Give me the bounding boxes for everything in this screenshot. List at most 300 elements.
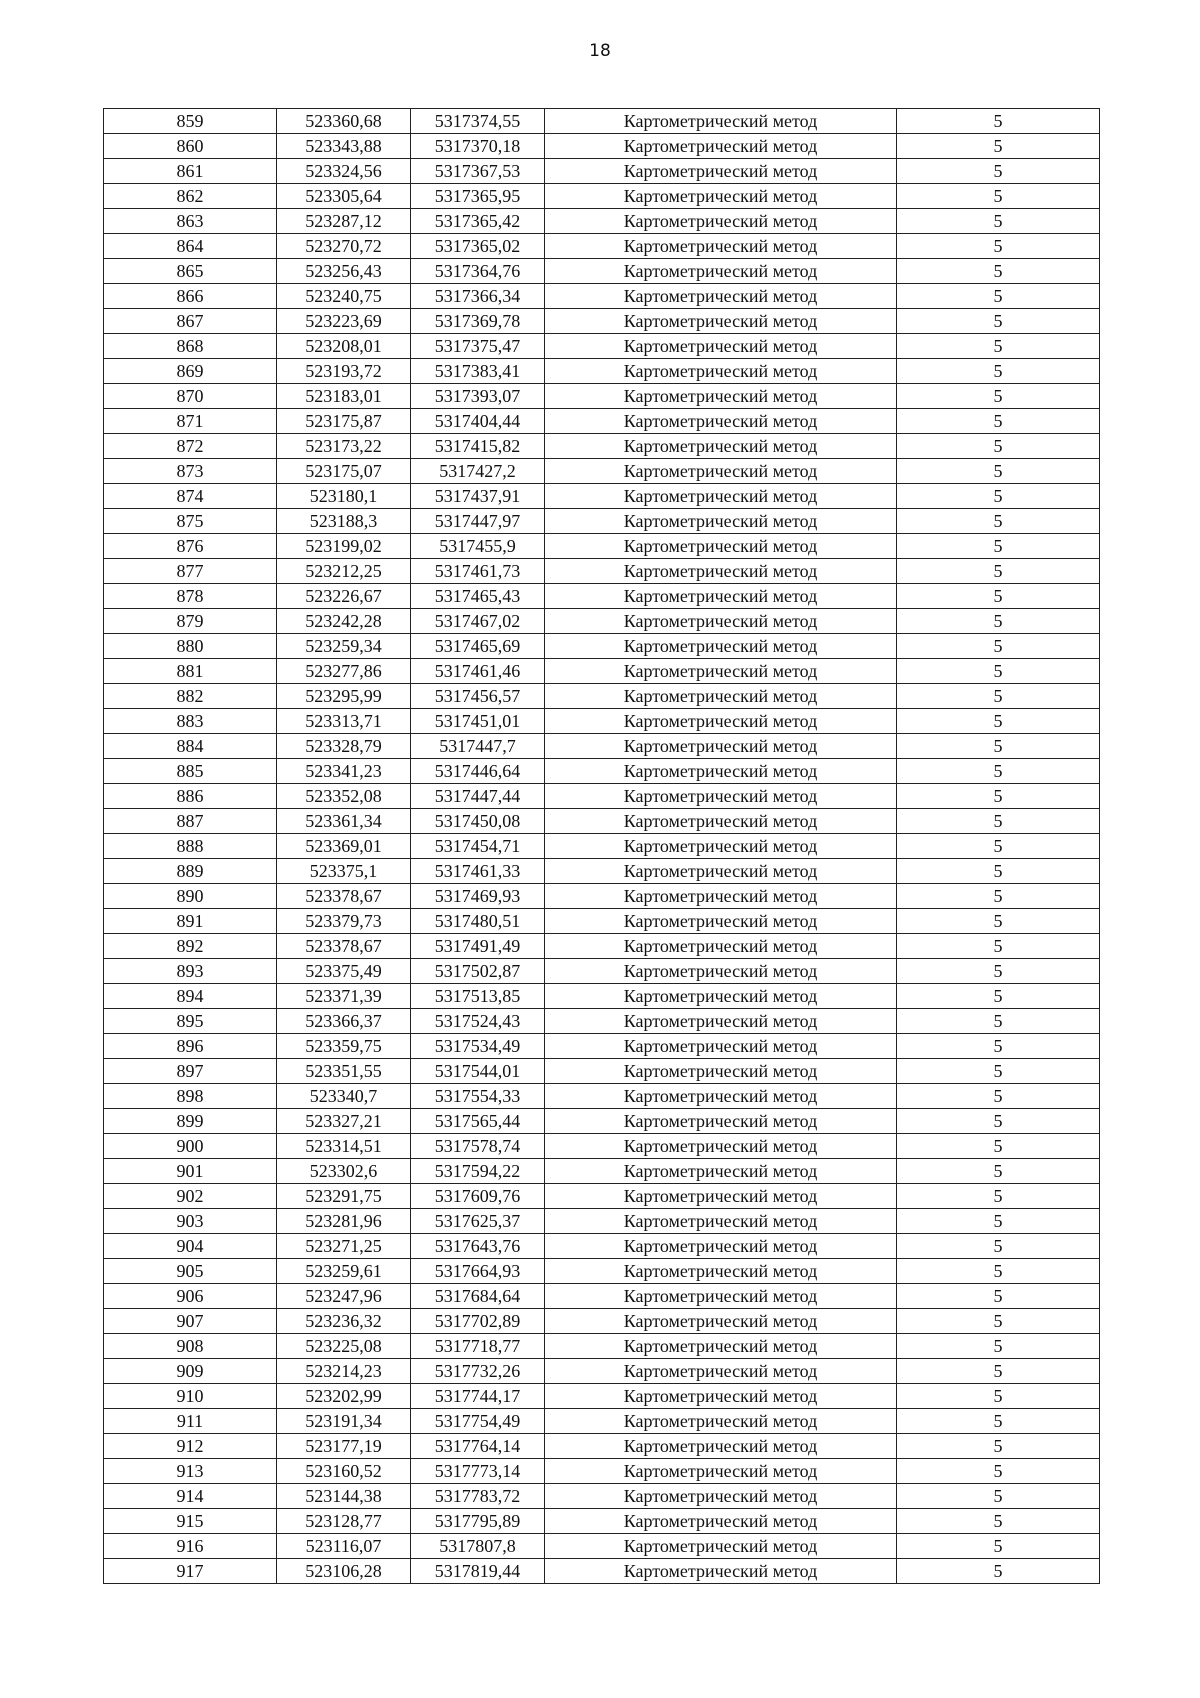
x-coordinate-cell: 523128,77 [277, 1509, 411, 1534]
y-coordinate-cell: 5317754,49 [411, 1409, 545, 1434]
x-coordinate-cell: 523328,79 [277, 734, 411, 759]
x-coordinate-cell: 523175,87 [277, 409, 411, 434]
accuracy-cell: 5 [897, 559, 1100, 584]
point-number-cell: 899 [104, 1109, 277, 1134]
table-row [104, 1109, 1100, 1134]
point-number-cell: 914 [104, 1484, 277, 1509]
point-number-cell: 916 [104, 1534, 277, 1559]
x-coordinate-cell: 523175,07 [277, 459, 411, 484]
x-coordinate-cell: 523379,73 [277, 909, 411, 934]
point-number-cell: 891 [104, 909, 277, 934]
y-coordinate-cell: 5317365,42 [411, 209, 545, 234]
x-coordinate-cell: 523242,28 [277, 609, 411, 634]
point-number-cell: 896 [104, 1034, 277, 1059]
accuracy-cell: 5 [897, 109, 1100, 134]
y-coordinate-cell: 5317461,33 [411, 859, 545, 884]
method-cell: Картометрический метод [545, 1184, 897, 1209]
x-coordinate-cell: 523259,34 [277, 634, 411, 659]
y-coordinate-cell: 5317454,71 [411, 834, 545, 859]
table-row [104, 259, 1100, 284]
accuracy-cell: 5 [897, 1434, 1100, 1459]
x-coordinate-cell: 523116,07 [277, 1534, 411, 1559]
method-cell: Картометрический метод [545, 134, 897, 159]
y-coordinate-cell: 5317502,87 [411, 959, 545, 984]
table-row [104, 534, 1100, 559]
x-coordinate-cell: 523180,1 [277, 484, 411, 509]
table-row [104, 1234, 1100, 1259]
accuracy-cell: 5 [897, 434, 1100, 459]
accuracy-cell: 5 [897, 884, 1100, 909]
x-coordinate-cell: 523191,34 [277, 1409, 411, 1434]
y-coordinate-cell: 5317375,47 [411, 334, 545, 359]
x-coordinate-cell: 523324,56 [277, 159, 411, 184]
method-cell: Картометрический метод [545, 709, 897, 734]
method-cell: Картометрический метод [545, 359, 897, 384]
x-coordinate-cell: 523173,22 [277, 434, 411, 459]
accuracy-cell: 5 [897, 284, 1100, 309]
method-cell: Картометрический метод [545, 784, 897, 809]
x-coordinate-cell: 523375,49 [277, 959, 411, 984]
method-cell: Картометрический метод [545, 459, 897, 484]
point-number-cell: 901 [104, 1159, 277, 1184]
accuracy-cell: 5 [897, 509, 1100, 534]
x-coordinate-cell: 523160,52 [277, 1459, 411, 1484]
point-number-cell: 885 [104, 759, 277, 784]
table-row [104, 1309, 1100, 1334]
point-number-cell: 911 [104, 1409, 277, 1434]
table-row [104, 909, 1100, 934]
point-number-cell: 872 [104, 434, 277, 459]
table-row [104, 509, 1100, 534]
accuracy-cell: 5 [897, 1034, 1100, 1059]
table-row [104, 1434, 1100, 1459]
x-coordinate-cell: 523313,71 [277, 709, 411, 734]
y-coordinate-cell: 5317819,44 [411, 1559, 545, 1584]
y-coordinate-cell: 5317367,53 [411, 159, 545, 184]
x-coordinate-cell: 523295,99 [277, 684, 411, 709]
method-cell: Картометрический метод [545, 259, 897, 284]
y-coordinate-cell: 5317374,55 [411, 109, 545, 134]
accuracy-cell: 5 [897, 334, 1100, 359]
y-coordinate-cell: 5317461,46 [411, 659, 545, 684]
table-row [104, 209, 1100, 234]
table-row [104, 1409, 1100, 1434]
point-number-cell: 869 [104, 359, 277, 384]
y-coordinate-cell: 5317554,33 [411, 1084, 545, 1109]
x-coordinate-cell: 523223,69 [277, 309, 411, 334]
y-coordinate-cell: 5317455,9 [411, 534, 545, 559]
accuracy-cell: 5 [897, 809, 1100, 834]
accuracy-cell: 5 [897, 484, 1100, 509]
table-row [104, 459, 1100, 484]
point-number-cell: 917 [104, 1559, 277, 1584]
y-coordinate-cell: 5317609,76 [411, 1184, 545, 1209]
method-cell: Картометрический метод [545, 834, 897, 859]
y-coordinate-cell: 5317718,77 [411, 1334, 545, 1359]
accuracy-cell: 5 [897, 1259, 1100, 1284]
point-number-cell: 881 [104, 659, 277, 684]
x-coordinate-cell: 523199,02 [277, 534, 411, 559]
x-coordinate-cell: 523106,28 [277, 1559, 411, 1584]
table-row [104, 384, 1100, 409]
point-number-cell: 865 [104, 259, 277, 284]
table-row [104, 184, 1100, 209]
x-coordinate-cell: 523366,37 [277, 1009, 411, 1034]
method-cell: Картометрический метод [545, 1234, 897, 1259]
accuracy-cell: 5 [897, 1284, 1100, 1309]
table-row [104, 784, 1100, 809]
method-cell: Картометрический метод [545, 1134, 897, 1159]
point-number-cell: 904 [104, 1234, 277, 1259]
x-coordinate-cell: 523302,6 [277, 1159, 411, 1184]
accuracy-cell: 5 [897, 1359, 1100, 1384]
y-coordinate-cell: 5317491,49 [411, 934, 545, 959]
accuracy-cell: 5 [897, 259, 1100, 284]
y-coordinate-cell: 5317544,01 [411, 1059, 545, 1084]
table-row [104, 1459, 1100, 1484]
table-row [104, 584, 1100, 609]
accuracy-cell: 5 [897, 634, 1100, 659]
x-coordinate-cell: 523287,12 [277, 209, 411, 234]
y-coordinate-cell: 5317465,43 [411, 584, 545, 609]
point-number-cell: 893 [104, 959, 277, 984]
table-row [104, 134, 1100, 159]
accuracy-cell: 5 [897, 1534, 1100, 1559]
table-row [104, 959, 1100, 984]
method-cell: Картометрический метод [545, 409, 897, 434]
method-cell: Картометрический метод [545, 509, 897, 534]
accuracy-cell: 5 [897, 784, 1100, 809]
y-coordinate-cell: 5317795,89 [411, 1509, 545, 1534]
method-cell: Картометрический метод [545, 959, 897, 984]
accuracy-cell: 5 [897, 234, 1100, 259]
method-cell: Картометрический метод [545, 1534, 897, 1559]
method-cell: Картометрический метод [545, 609, 897, 634]
point-number-cell: 903 [104, 1209, 277, 1234]
point-number-cell: 871 [104, 409, 277, 434]
x-coordinate-cell: 523247,96 [277, 1284, 411, 1309]
table-row [104, 1034, 1100, 1059]
x-coordinate-cell: 523144,38 [277, 1484, 411, 1509]
x-coordinate-cell: 523277,86 [277, 659, 411, 684]
point-number-cell: 879 [104, 609, 277, 634]
coordinates-table [103, 108, 1100, 1584]
point-number-cell: 910 [104, 1384, 277, 1409]
table-row [104, 984, 1100, 1009]
accuracy-cell: 5 [897, 134, 1100, 159]
method-cell: Картометрический метод [545, 734, 897, 759]
accuracy-cell: 5 [897, 684, 1100, 709]
table-row [104, 1334, 1100, 1359]
accuracy-cell: 5 [897, 1059, 1100, 1084]
accuracy-cell: 5 [897, 859, 1100, 884]
accuracy-cell: 5 [897, 359, 1100, 384]
table-row [104, 1084, 1100, 1109]
table-row [104, 609, 1100, 634]
accuracy-cell: 5 [897, 1109, 1100, 1134]
method-cell: Картометрический метод [545, 984, 897, 1009]
method-cell: Картометрический метод [545, 1209, 897, 1234]
table-row [104, 1559, 1100, 1584]
accuracy-cell: 5 [897, 1084, 1100, 1109]
x-coordinate-cell: 523360,68 [277, 109, 411, 134]
accuracy-cell: 5 [897, 384, 1100, 409]
method-cell: Картометрический метод [545, 759, 897, 784]
accuracy-cell: 5 [897, 459, 1100, 484]
method-cell: Картометрический метод [545, 1309, 897, 1334]
y-coordinate-cell: 5317684,64 [411, 1284, 545, 1309]
method-cell: Картометрический метод [545, 534, 897, 559]
point-number-cell: 864 [104, 234, 277, 259]
method-cell: Картометрический метод [545, 1284, 897, 1309]
x-coordinate-cell: 523340,7 [277, 1084, 411, 1109]
table-row [104, 359, 1100, 384]
y-coordinate-cell: 5317364,76 [411, 259, 545, 284]
method-cell: Картометрический метод [545, 1559, 897, 1584]
x-coordinate-cell: 523351,55 [277, 1059, 411, 1084]
y-coordinate-cell: 5317744,17 [411, 1384, 545, 1409]
method-cell: Картометрический метод [545, 1034, 897, 1059]
table-row [104, 684, 1100, 709]
method-cell: Картометрический метод [545, 184, 897, 209]
method-cell: Картометрический метод [545, 284, 897, 309]
point-number-cell: 900 [104, 1134, 277, 1159]
point-number-cell: 895 [104, 1009, 277, 1034]
y-coordinate-cell: 5317732,26 [411, 1359, 545, 1384]
accuracy-cell: 5 [897, 209, 1100, 234]
point-number-cell: 882 [104, 684, 277, 709]
point-number-cell: 877 [104, 559, 277, 584]
method-cell: Картометрический метод [545, 1384, 897, 1409]
y-coordinate-cell: 5317524,43 [411, 1009, 545, 1034]
y-coordinate-cell: 5317450,08 [411, 809, 545, 834]
accuracy-cell: 5 [897, 159, 1100, 184]
table-row [104, 734, 1100, 759]
accuracy-cell: 5 [897, 1184, 1100, 1209]
y-coordinate-cell: 5317365,95 [411, 184, 545, 209]
accuracy-cell: 5 [897, 1334, 1100, 1359]
x-coordinate-cell: 523226,67 [277, 584, 411, 609]
method-cell: Картометрический метод [545, 1359, 897, 1384]
point-number-cell: 889 [104, 859, 277, 884]
table-row [104, 1534, 1100, 1559]
table-row [104, 409, 1100, 434]
table-row [104, 1359, 1100, 1384]
x-coordinate-cell: 523359,75 [277, 1034, 411, 1059]
x-coordinate-cell: 523270,72 [277, 234, 411, 259]
y-coordinate-cell: 5317456,57 [411, 684, 545, 709]
method-cell: Картометрический метод [545, 1459, 897, 1484]
table-row [104, 1134, 1100, 1159]
accuracy-cell: 5 [897, 1484, 1100, 1509]
accuracy-cell: 5 [897, 834, 1100, 859]
point-number-cell: 912 [104, 1434, 277, 1459]
y-coordinate-cell: 5317404,44 [411, 409, 545, 434]
y-coordinate-cell: 5317625,37 [411, 1209, 545, 1234]
method-cell: Картометрический метод [545, 684, 897, 709]
table-row [104, 1059, 1100, 1084]
x-coordinate-cell: 523305,64 [277, 184, 411, 209]
point-number-cell: 868 [104, 334, 277, 359]
x-coordinate-cell: 523314,51 [277, 1134, 411, 1159]
accuracy-cell: 5 [897, 1459, 1100, 1484]
table-row [104, 659, 1100, 684]
x-coordinate-cell: 523256,43 [277, 259, 411, 284]
point-number-cell: 887 [104, 809, 277, 834]
table-row [104, 1484, 1100, 1509]
method-cell: Картометрический метод [545, 434, 897, 459]
x-coordinate-cell: 523212,25 [277, 559, 411, 584]
page-number: 18 [589, 41, 611, 61]
x-coordinate-cell: 523208,01 [277, 334, 411, 359]
table-row [104, 1159, 1100, 1184]
x-coordinate-cell: 523259,61 [277, 1259, 411, 1284]
point-number-cell: 876 [104, 534, 277, 559]
x-coordinate-cell: 523352,08 [277, 784, 411, 809]
method-cell: Картометрический метод [545, 884, 897, 909]
x-coordinate-cell: 523193,72 [277, 359, 411, 384]
table-row [104, 709, 1100, 734]
x-coordinate-cell: 523341,23 [277, 759, 411, 784]
method-cell: Картометрический метод [545, 1159, 897, 1184]
point-number-cell: 861 [104, 159, 277, 184]
x-coordinate-cell: 523183,01 [277, 384, 411, 409]
method-cell: Картометрический метод [545, 209, 897, 234]
method-cell: Картометрический метод [545, 334, 897, 359]
method-cell: Картометрический метод [545, 1259, 897, 1284]
table-row [104, 1009, 1100, 1034]
y-coordinate-cell: 5317461,73 [411, 559, 545, 584]
point-number-cell: 892 [104, 934, 277, 959]
point-number-cell: 915 [104, 1509, 277, 1534]
accuracy-cell: 5 [897, 1159, 1100, 1184]
method-cell: Картометрический метод [545, 809, 897, 834]
point-number-cell: 863 [104, 209, 277, 234]
table-row [104, 434, 1100, 459]
method-cell: Картометрический метод [545, 859, 897, 884]
x-coordinate-cell: 523236,32 [277, 1309, 411, 1334]
table-row [104, 759, 1100, 784]
method-cell: Картометрический метод [545, 1109, 897, 1134]
table-row [104, 1184, 1100, 1209]
point-number-cell: 898 [104, 1084, 277, 1109]
point-number-cell: 859 [104, 109, 277, 134]
table-row [104, 834, 1100, 859]
method-cell: Картометрический метод [545, 634, 897, 659]
x-coordinate-cell: 523375,1 [277, 859, 411, 884]
x-coordinate-cell: 523202,99 [277, 1384, 411, 1409]
point-number-cell: 878 [104, 584, 277, 609]
y-coordinate-cell: 5317565,44 [411, 1109, 545, 1134]
x-coordinate-cell: 523291,75 [277, 1184, 411, 1209]
coordinates-table-body [104, 109, 1100, 1584]
method-cell: Картометрический метод [545, 1509, 897, 1534]
y-coordinate-cell: 5317467,02 [411, 609, 545, 634]
point-number-cell: 905 [104, 1259, 277, 1284]
method-cell: Картометрический метод [545, 384, 897, 409]
y-coordinate-cell: 5317783,72 [411, 1484, 545, 1509]
x-coordinate-cell: 523225,08 [277, 1334, 411, 1359]
point-number-cell: 873 [104, 459, 277, 484]
accuracy-cell: 5 [897, 1384, 1100, 1409]
method-cell: Картометрический метод [545, 1409, 897, 1434]
y-coordinate-cell: 5317664,93 [411, 1259, 545, 1284]
table-row [104, 334, 1100, 359]
point-number-cell: 902 [104, 1184, 277, 1209]
y-coordinate-cell: 5317370,18 [411, 134, 545, 159]
accuracy-cell: 5 [897, 1134, 1100, 1159]
point-number-cell: 888 [104, 834, 277, 859]
point-number-cell: 862 [104, 184, 277, 209]
accuracy-cell: 5 [897, 1309, 1100, 1334]
point-number-cell: 874 [104, 484, 277, 509]
accuracy-cell: 5 [897, 734, 1100, 759]
x-coordinate-cell: 523177,19 [277, 1434, 411, 1459]
table-row [104, 309, 1100, 334]
x-coordinate-cell: 523271,25 [277, 1234, 411, 1259]
x-coordinate-cell: 523240,75 [277, 284, 411, 309]
x-coordinate-cell: 523378,67 [277, 884, 411, 909]
y-coordinate-cell: 5317393,07 [411, 384, 545, 409]
y-coordinate-cell: 5317764,14 [411, 1434, 545, 1459]
accuracy-cell: 5 [897, 909, 1100, 934]
method-cell: Картометрический метод [545, 1334, 897, 1359]
method-cell: Картометрический метод [545, 484, 897, 509]
point-number-cell: 906 [104, 1284, 277, 1309]
accuracy-cell: 5 [897, 309, 1100, 334]
method-cell: Картометрический метод [545, 234, 897, 259]
y-coordinate-cell: 5317534,49 [411, 1034, 545, 1059]
table-row [104, 109, 1100, 134]
table-row [104, 484, 1100, 509]
x-coordinate-cell: 523343,88 [277, 134, 411, 159]
y-coordinate-cell: 5317447,44 [411, 784, 545, 809]
point-number-cell: 870 [104, 384, 277, 409]
table-row [104, 884, 1100, 909]
accuracy-cell: 5 [897, 709, 1100, 734]
y-coordinate-cell: 5317447,97 [411, 509, 545, 534]
x-coordinate-cell: 523188,3 [277, 509, 411, 534]
point-number-cell: 886 [104, 784, 277, 809]
point-number-cell: 866 [104, 284, 277, 309]
y-coordinate-cell: 5317446,64 [411, 759, 545, 784]
point-number-cell: 894 [104, 984, 277, 1009]
method-cell: Картометрический метод [545, 1084, 897, 1109]
accuracy-cell: 5 [897, 609, 1100, 634]
table-row [104, 159, 1100, 184]
method-cell: Картометрический метод [545, 909, 897, 934]
y-coordinate-cell: 5317594,22 [411, 1159, 545, 1184]
x-coordinate-cell: 523327,21 [277, 1109, 411, 1134]
table-row [104, 859, 1100, 884]
y-coordinate-cell: 5317465,69 [411, 634, 545, 659]
table-row [104, 934, 1100, 959]
point-number-cell: 884 [104, 734, 277, 759]
accuracy-cell: 5 [897, 184, 1100, 209]
accuracy-cell: 5 [897, 584, 1100, 609]
y-coordinate-cell: 5317369,78 [411, 309, 545, 334]
y-coordinate-cell: 5317451,01 [411, 709, 545, 734]
point-number-cell: 909 [104, 1359, 277, 1384]
accuracy-cell: 5 [897, 934, 1100, 959]
method-cell: Картометрический метод [545, 934, 897, 959]
table-row [104, 1284, 1100, 1309]
method-cell: Картометрический метод [545, 1484, 897, 1509]
x-coordinate-cell: 523378,67 [277, 934, 411, 959]
accuracy-cell: 5 [897, 1509, 1100, 1534]
point-number-cell: 890 [104, 884, 277, 909]
method-cell: Картометрический метод [545, 1009, 897, 1034]
